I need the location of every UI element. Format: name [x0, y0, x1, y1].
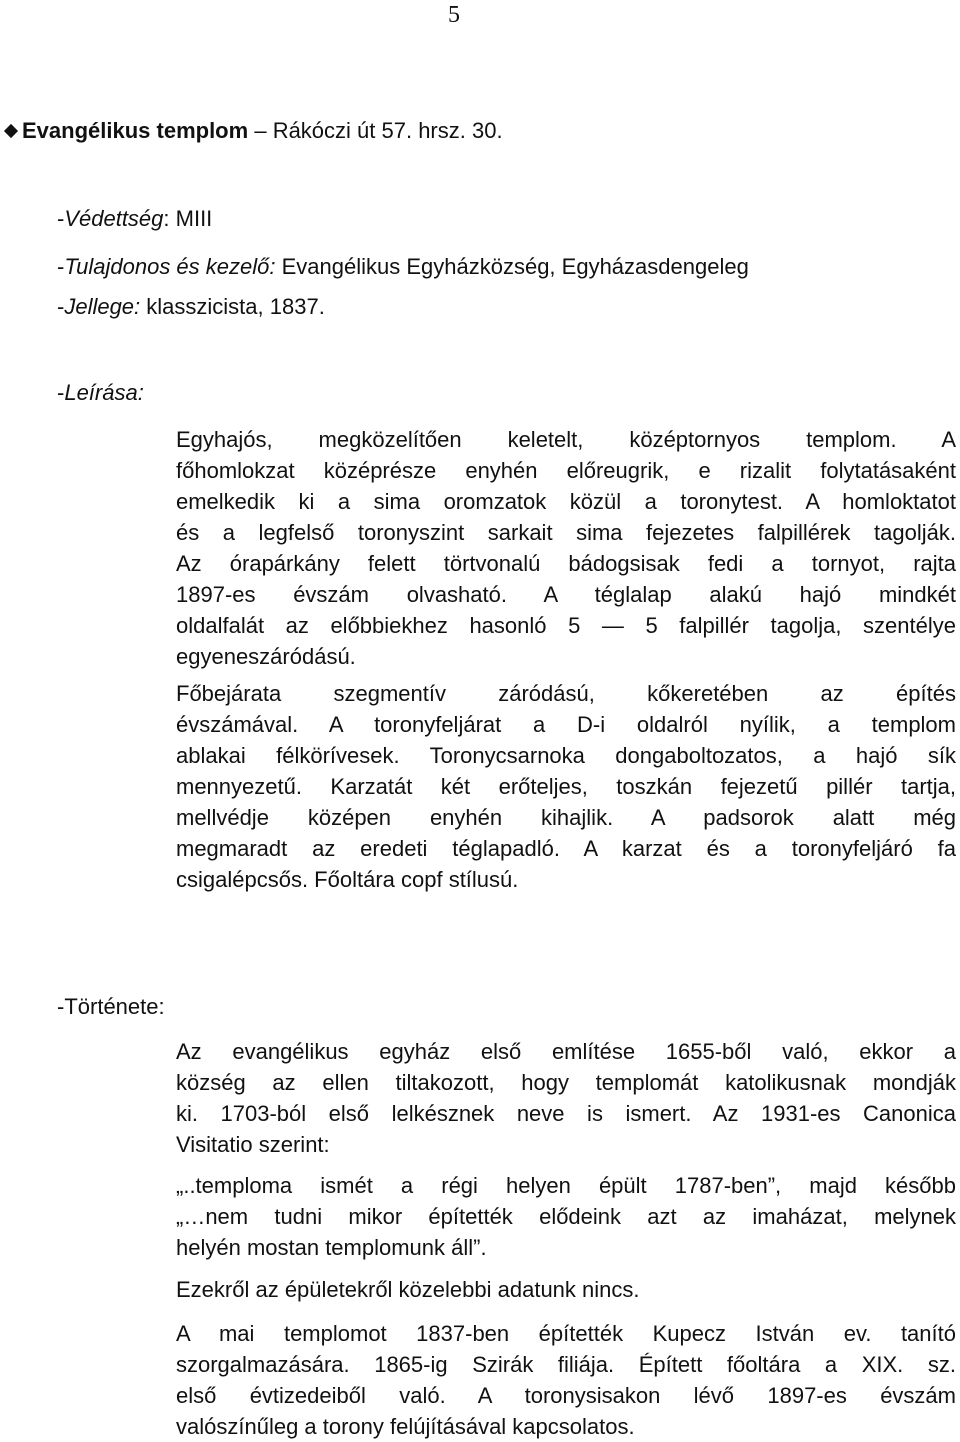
- text-line: Egyhajós, megközelítően keletelt, középtornyos templom. A: [176, 427, 956, 452]
- text-line: Ezekről az épületekről közelebbi adatunk nincs.: [176, 1277, 640, 1302]
- heading-title: Evangélikus templom: [22, 118, 249, 143]
- tortenet-paragraph-2: [176, 1274, 956, 1305]
- text-line: Visitatio szerint:: [176, 1132, 330, 1157]
- text-line: évszámával. A toronyfeljárat a D-i oldalról nyílik, a templom: [176, 712, 956, 737]
- tortenete-label: Története: [64, 994, 159, 1019]
- text-line: mellvédje középen enyhén kihajlik. A padsorok alatt még: [176, 805, 956, 830]
- leirasa-label: Leírása:: [64, 380, 144, 405]
- text-line: Főbejárata szegmentív záródású, kőkeretében az építés: [176, 681, 956, 706]
- field-tulajdonos: -Tulajdonos és kezelő: Evangélikus Egyházközség, Egyházasdengeleg: [57, 254, 749, 279]
- text-line: megmaradt az eredeti téglapadló. A karzat és a toronyfeljáró fa: [176, 836, 956, 861]
- text-line: 1897-es évszám olvasható. A téglalap alakú hajó mindkét: [176, 582, 956, 607]
- text-line: oldalfalát az előbbiekhez hasonló 5 — 5 falpillér tagolja, szentélye: [176, 613, 956, 638]
- page-number: 5: [448, 2, 460, 28]
- tortenet-quote: [176, 1170, 956, 1263]
- text-line: mennyezetű. Karzatát két erőteljes, toszkán fejezetű pillér tartja,: [176, 774, 956, 799]
- text-line: első évtizedeiből való. A toronysisakon lévő 1897-es évszám: [176, 1383, 956, 1408]
- tortenet-paragraph-3: [176, 1318, 956, 1442]
- text-line: Az órapárkány felett törtvonalú bádogsisak fedi a tornyot, rajta: [176, 551, 956, 576]
- text-line: egyeneszáródású.: [176, 644, 356, 669]
- vedettseg-label: Védettség: [64, 206, 164, 231]
- field-leirasa: -Leírása:: [57, 380, 144, 405]
- jellege-value: klasszicista, 1837.: [140, 294, 325, 319]
- text-line: ki. 1703-ból első lelkésznek neve is ismert. Az 1931-es Canonica: [176, 1101, 956, 1126]
- leiras-paragraph-1: [176, 424, 956, 672]
- text-line: Az evangélikus egyház első említése 1655-ből való, ekkor a: [176, 1039, 956, 1064]
- heading-address: Rákóczi út 57. hrsz. 30.: [272, 118, 503, 143]
- tulajdonos-label: Tulajdonos és kezelő:: [64, 254, 276, 279]
- text-line: A mai templomot 1837-ben építették Kupecz István ev. tanító: [176, 1321, 956, 1346]
- jellege-label: Jellege:: [64, 294, 141, 319]
- text-line: emelkedik ki a sima oromzatok közül a toronytest. A homloktatot: [176, 489, 956, 514]
- field-vedettseg: -Védettség: MIII: [57, 206, 213, 231]
- tulajdonos-value: Evangélikus Egyházközség, Egyházasdengeleg: [275, 254, 749, 279]
- text-line: község az ellen tiltakozott, hogy templomát katolikusnak mondják: [176, 1070, 956, 1095]
- text-line: „..temploma ismét a régi helyen épült 1787-ben”, majd később: [176, 1173, 956, 1198]
- leiras-paragraph-2: [176, 678, 956, 895]
- tortenete-colon: :: [158, 994, 165, 1019]
- diamond-bullet-icon: [4, 124, 18, 138]
- vedettseg-value: : MIII: [163, 206, 213, 231]
- text-line: főhomlokzat középrésze enyhén előreugrik, e rizalit folytatásaként: [176, 458, 956, 483]
- text-line: csigalépcsős. Főoltára copf stílusú.: [176, 867, 519, 892]
- text-line: szorgalmazására. 1865-ig Szirák filiája. Épített főoltára a XIX. sz.: [176, 1352, 956, 1377]
- text-line: „…nem tudni mikor építették elődeink azt az imaházat, melynek: [176, 1204, 956, 1229]
- tortenet-paragraph-1: [176, 1036, 956, 1160]
- text-line: helyén mostan templomunk áll”.: [176, 1235, 487, 1260]
- text-line: ablakai félkörívesek. Toronycsarnoka dongaboltozatos, a hajó sík: [176, 743, 956, 768]
- field-jellege: -Jellege: klasszicista, 1837.: [57, 294, 325, 319]
- field-tortenete: -Története:: [57, 994, 165, 1019]
- text-line: valószínűleg a torony felújításával kapcsolatos.: [176, 1414, 635, 1439]
- heading-dash: –: [254, 118, 267, 143]
- text-line: és a legfelső toronyszint sarkait sima fejezetes falpillérek tagolják.: [176, 520, 956, 545]
- section-heading: [2, 118, 503, 144]
